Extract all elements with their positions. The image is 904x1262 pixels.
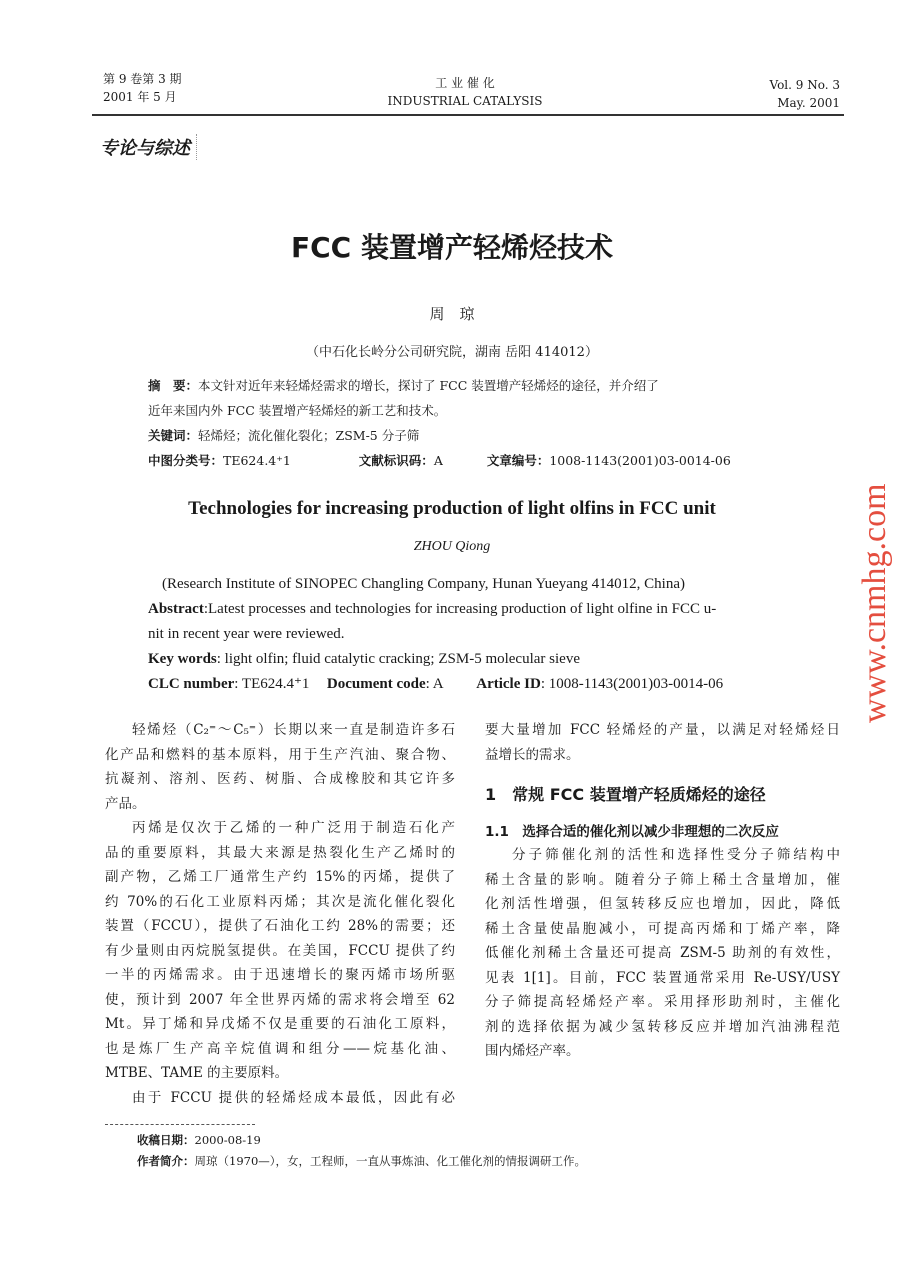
journal-name-en: INDUSTRIAL CATALYSIS: [387, 94, 543, 108]
english-keywords: [148, 651, 580, 668]
english-abstract-label: Abstract: [148, 601, 204, 617]
english-abstract-line2: nit in recent year were reviewed.: [148, 626, 345, 642]
english-abstract-text: :Latest processes and technologies for increasing production of light olfine in FCC u-: [203, 601, 717, 617]
body-text-line: 产品。: [105, 795, 146, 812]
body-text-line: 剂的选择依据为减少氢转移反应并增加汽油沸程范: [485, 1018, 840, 1035]
received-value: 2000-08-19: [194, 1133, 261, 1147]
body-text-line: 装置（FCCU），提供了石油化工约 28%的需要；还: [105, 918, 455, 934]
body-text-line: 品的重要原料，其最大来源是热裂化生产乙烯时的: [105, 844, 455, 861]
body-text-line: 低催化剂稀土含量还可提高 ZSM-5 助剂的有效性，: [485, 945, 840, 961]
body-left-column: [105, 718, 455, 1110]
section-heading: 1 常规 FCC 装置增产轻质烯烃的途径: [485, 785, 766, 804]
received-label: 收稿日期：: [137, 1133, 195, 1147]
keywords-text: 轻烯烃；流化催化裂化；ZSM-5 分子筛: [198, 428, 420, 443]
english-affiliation: (Research Institute of SINOPEC Changling Company, Hunan Yueyang 414012, China): [162, 576, 685, 592]
body-text-line: 稀土含量的影响。随着分子筛上稀土含量增加，催: [485, 871, 840, 888]
body-text-line: 也是炼厂生产高辛烷值调和组分——烷基化油、: [105, 1040, 455, 1057]
article-id-value: 1008-1143(2001)03-0014-06: [549, 453, 731, 468]
body-text-line: 有少量则由丙烷脱氢提供。在美国，FCCU 提供了约: [105, 942, 455, 959]
keywords-label: 关键词：: [148, 428, 199, 443]
body-text-line: 一半的丙烯需求。由于迅速增长的聚丙烯市场所驱: [105, 967, 455, 983]
bio-label: 作者简介：: [137, 1154, 195, 1168]
english-doc-code-value: : A: [425, 676, 443, 692]
english-abstract: [148, 601, 716, 618]
english-clc-label: CLC number: [148, 676, 235, 692]
received-date: [137, 1132, 261, 1148]
body-text-line: Mt。异丁烯和异戊烯不仅是重要的石油化工原料，: [105, 1016, 455, 1032]
body-text-line: 要大量增加 FCC 轻烯烃的产量，以满足对轻烯烃日: [485, 722, 840, 738]
body-text-line: 益增长的需求。: [485, 746, 580, 763]
issue-date: 2001 年 5 月: [103, 90, 177, 104]
english-title: Technologies for increasing production of light olfins in FCC unit: [188, 498, 716, 519]
body-text-line: 使，预计到 2007 年全世界丙烯的需求将会增至 62: [105, 991, 455, 1008]
body-text-line: 稀土含量使晶胞减小，可提高丙烯和丁烯产率，降: [485, 920, 840, 937]
author-bio: [137, 1153, 586, 1169]
body-text-line: 分子筛提高轻烯烃产率。采用择形助剂时，主催化: [485, 994, 840, 1010]
volume-date: May. 2001: [777, 96, 840, 110]
body-text-line: 丙烯是仅次于乙烯的一种广泛用于制造石化产: [132, 820, 455, 836]
english-article-id-label: Article ID: [476, 676, 541, 692]
body-text-line: 约 70%的石化工业原料丙烯；其次是流化催化裂化: [105, 893, 455, 910]
journal-name: [0, 74, 904, 110]
body-text-line: 抗凝剂、溶剂、医药、树脂、合成橡胶和其它许多: [105, 771, 455, 787]
article-id-label: 文章编号：: [486, 453, 550, 468]
keywords-cn: [148, 426, 419, 444]
body-text-line: 轻烯烃（C₂⁼～C₅⁼）长期以来一直是制造许多石: [132, 722, 455, 738]
english-author: ZHOU Qiong: [413, 539, 491, 554]
header-rule: [92, 114, 844, 116]
body-text-line: 分子筛催化剂的活性和选择性受分子筛结构中: [512, 847, 840, 863]
journal-name-cn: 工 业 催 化: [435, 76, 495, 90]
body-text-line: 化剂活性增强，但氢转移反应也增加，因此，降低: [485, 896, 840, 912]
clc-label: 中图分类号：: [148, 453, 224, 468]
issue-volume: 第 9 卷第 3 期: [103, 72, 182, 86]
english-keywords-text: : light olfin; fluid catalytic cracking; ZSM-5 molecular sieve: [216, 651, 580, 667]
abstract-cn-line2: 近年来国内外 FCC 装置增产轻烯烃的新工艺和技术。: [148, 403, 447, 418]
english-keywords-label: Key words: [148, 651, 217, 667]
abstract-cn: [148, 376, 659, 394]
subsection-heading: 1.1 选择合适的催化剂以减少非理想的二次反应: [485, 824, 779, 840]
clc-value: TE624.4⁺1: [223, 453, 291, 468]
classification-cn: [148, 451, 731, 469]
body-text-line: 副产物，乙烯工厂通常生产约 15%的丙烯，提供了: [105, 869, 455, 885]
author: 周 琼: [429, 305, 475, 323]
body-text-line: 围内烯烃产率。: [485, 1043, 580, 1059]
body-text-line: MTBE、TAME 的主要原料。: [105, 1065, 289, 1081]
body-right-column: [485, 718, 840, 1064]
english-classification: [148, 674, 723, 693]
abstract-text: 本文针对近年来轻烯烃需求的增长，探讨了 FCC 装置增产轻烯烃的途径，并介绍了: [198, 378, 659, 393]
english-doc-code-label: Document code: [326, 676, 426, 692]
doc-code-label: 文献标识码：: [358, 453, 434, 468]
body-text-line: 见表 1[1]。目前，FCC 装置通常采用 Re-USY/USY: [485, 969, 840, 986]
doc-code-value: A: [433, 453, 443, 468]
paper-title: FCC 装置增产轻烯烃技术: [291, 231, 613, 264]
english-article-id-value: : 1008-1143(2001)03-0014-06: [540, 676, 724, 692]
body-text-line: 化产品和燃料的基本原料，用于生产汽油、聚合物、: [105, 746, 455, 763]
body-text-line: 由于 FCCU 提供的轻烯烃成本最低，因此有必: [132, 1089, 455, 1106]
affiliation: （中石化长岭分公司研究院，湖南 岳阳 414012）: [306, 345, 598, 360]
volume-info: [770, 76, 840, 112]
abstract-label: 摘 要：: [148, 378, 199, 393]
volume-number: Vol. 9 No. 3: [769, 78, 840, 92]
english-clc-value: : TE624.4⁺1: [234, 676, 310, 692]
section-tag: 专论与综述: [100, 134, 197, 160]
watermark: www.cnmhg.com: [856, 483, 893, 723]
bio-text: 周琼（1970—），女，工程师，一直从事炼油、化工催化剂的情报调研工作。: [194, 1154, 587, 1168]
footnote-rule: [105, 1124, 255, 1125]
